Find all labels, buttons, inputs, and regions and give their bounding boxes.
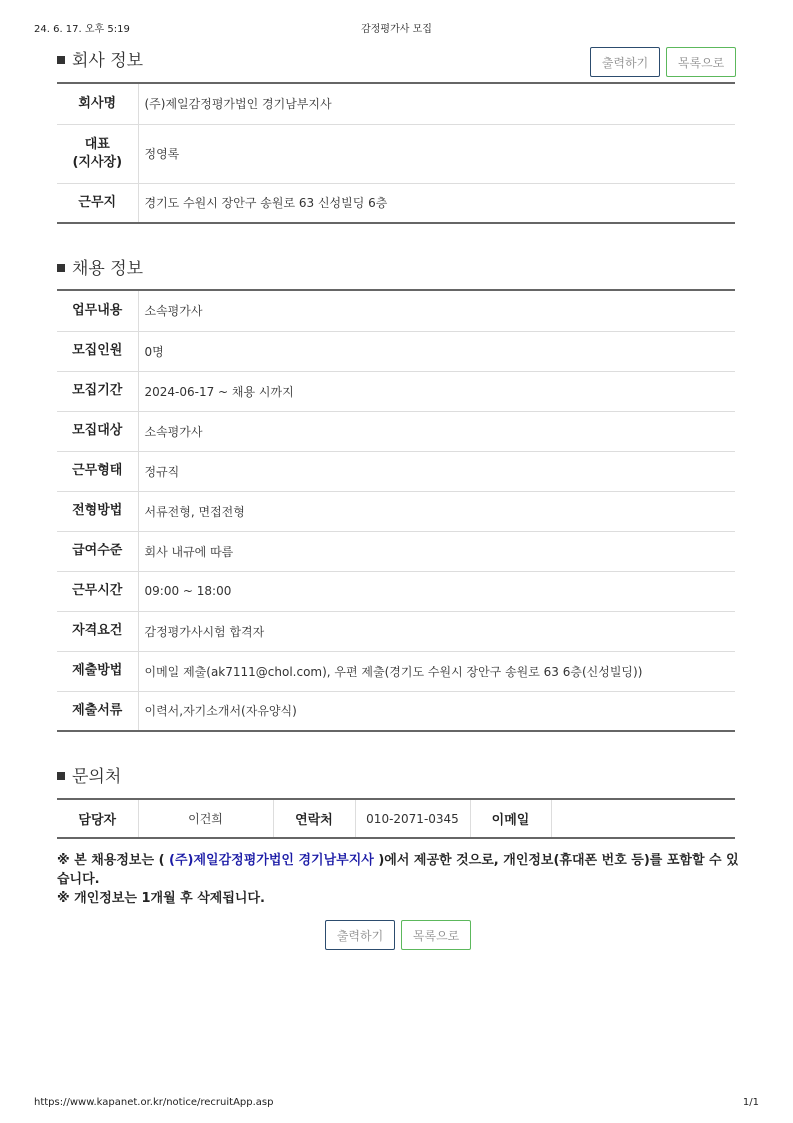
print-button-top[interactable]: 출력하기 xyxy=(590,47,660,77)
print-header xyxy=(34,20,759,34)
task-label: 업무내용 xyxy=(57,290,138,331)
page-url: https://www.kapanet.or.kr/notice/recruitApp.asp xyxy=(34,1097,274,1108)
table-row xyxy=(57,183,735,223)
table-row xyxy=(57,290,735,331)
recruit-section-title xyxy=(57,254,143,278)
company-name-label: 회사명 xyxy=(57,83,138,124)
phone-label: 연락처 xyxy=(273,799,355,838)
table-row xyxy=(57,411,735,451)
table-row xyxy=(57,331,735,371)
workplace-label: 근무지 xyxy=(57,183,138,223)
page-number: 1/1 xyxy=(742,1097,759,1108)
email-label: 이메일 xyxy=(470,799,551,838)
headcount-value: 0명 xyxy=(138,331,735,371)
notice-company: (주)제일감정평가법인 경기남부지사 xyxy=(169,853,374,868)
work-hours-label: 근무시간 xyxy=(57,571,138,611)
work-hours-value: 09:00 ~ 18:00 xyxy=(138,571,735,611)
top-button-group xyxy=(590,47,736,77)
square-bullet-icon xyxy=(57,264,65,272)
table-row xyxy=(57,491,735,531)
manager-label: 담당자 xyxy=(57,799,138,838)
representative-value: 정영록 xyxy=(138,124,735,183)
notice-prefix: ※ 본 채용정보는 ( xyxy=(57,853,170,868)
recruit-info-table xyxy=(57,289,735,732)
contact-title-text: 문의처 xyxy=(72,766,122,787)
table-row xyxy=(57,691,735,731)
target-value: 소속평가사 xyxy=(138,411,735,451)
qualification-label: 자격요건 xyxy=(57,611,138,651)
list-button-bottom[interactable]: 목록으로 xyxy=(401,920,471,950)
period-label: 모집기간 xyxy=(57,371,138,411)
privacy-notice xyxy=(57,851,747,908)
company-section-title xyxy=(57,46,143,70)
table-row xyxy=(57,371,735,411)
workplace-value: 경기도 수원시 장안구 송원로 63 신성빌딩 6층 xyxy=(144,196,388,211)
print-date: 24. 6. 17. 오후 5:19 xyxy=(34,24,130,35)
table-row xyxy=(57,124,735,183)
salary-value: 회사 내규에 따름 xyxy=(138,531,735,571)
bottom-button-group xyxy=(325,920,471,950)
employment-type-label: 근무형태 xyxy=(57,451,138,491)
contact-section-title xyxy=(57,762,121,786)
contact-table xyxy=(57,798,735,839)
headcount-label: 모집인원 xyxy=(57,331,138,371)
table-row xyxy=(57,451,735,491)
company-info-table xyxy=(57,82,735,224)
representative-label xyxy=(57,124,138,183)
company-name-value: (주)제일감정평가법인 경기남부지사 xyxy=(138,83,735,124)
notice-suffix: )에서 제공한 것으로, 개인정보(휴대폰 번호 등)를 포함할 수 있습니다. xyxy=(57,853,739,887)
square-bullet-icon xyxy=(57,56,65,64)
print-button-bottom[interactable]: 출력하기 xyxy=(325,920,395,950)
selection-method-label: 전형방법 xyxy=(57,491,138,531)
print-title: 감정평가사 모집 xyxy=(361,24,432,35)
company-title-text: 회사 정보 xyxy=(72,50,144,71)
email-value xyxy=(551,799,735,838)
documents-value: 이력서,자기소개서(자유양식) xyxy=(144,704,297,719)
submission-method-value: 이메일 제출(ak7111@chol.com), 우편 제출(경기도 수원시 장안구 송원로 63 6층(신성빌딩)) xyxy=(138,651,735,691)
table-row xyxy=(57,799,735,838)
manager-value: 이건희 xyxy=(138,799,273,838)
salary-label: 급여수준 xyxy=(57,531,138,571)
qualification-value: 감정평가사시험 합격자 xyxy=(138,611,735,651)
table-row xyxy=(57,571,735,611)
submission-method-label: 제출방법 xyxy=(57,651,138,691)
print-footer xyxy=(34,1097,759,1111)
list-button-top[interactable]: 목록으로 xyxy=(666,47,736,77)
documents-label: 제출서류 xyxy=(57,691,138,731)
target-label: 모집대상 xyxy=(57,411,138,451)
square-bullet-icon xyxy=(57,772,65,780)
employment-type-value: 정규직 xyxy=(138,451,735,491)
task-value: 소속평가사 xyxy=(138,290,735,331)
table-row xyxy=(57,531,735,571)
table-row xyxy=(57,611,735,651)
table-row xyxy=(57,651,735,691)
selection-method-value: 서류전형, 면접전형 xyxy=(138,491,735,531)
representative-label-text: 대표 (지사장) xyxy=(72,136,123,170)
notice-line-1 xyxy=(57,851,747,889)
recruit-title-text: 채용 정보 xyxy=(72,258,144,279)
notice-line-2: ※ 개인정보는 1개월 후 삭제됩니다. xyxy=(57,891,265,906)
phone-value: 010-2071-0345 xyxy=(355,799,470,838)
period-value: 2024-06-17 ~ 채용 시까지 xyxy=(138,371,735,411)
table-row xyxy=(57,83,735,124)
